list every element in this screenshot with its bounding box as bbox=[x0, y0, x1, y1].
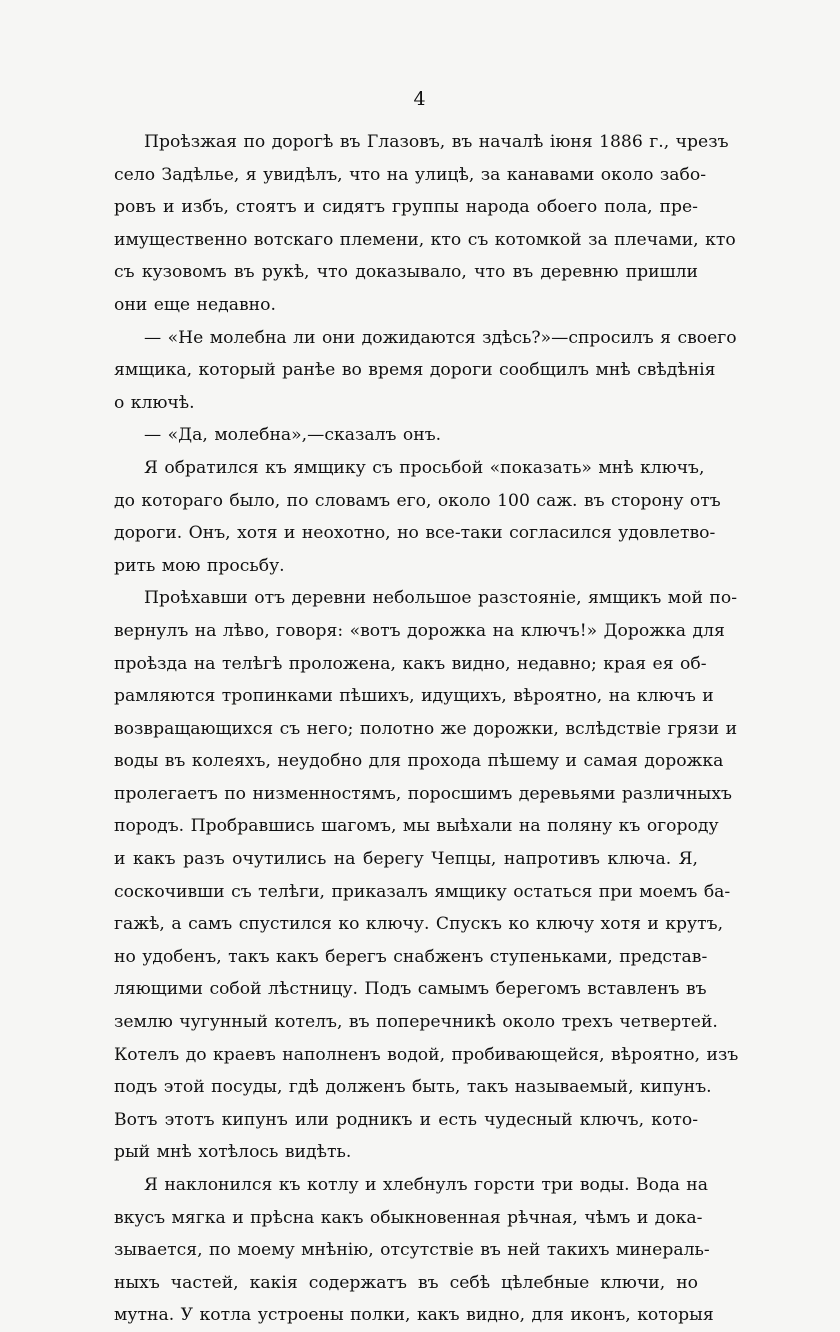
text-line: они еще недавно. bbox=[114, 294, 276, 315]
text-line: ровъ и избъ, стоятъ и сидятъ группы народа обоего пола, пре- bbox=[114, 197, 698, 218]
text-line: ямщика, который ранѣе во время дороги сообщилъ мнѣ свѣдѣнія bbox=[114, 360, 716, 381]
text-line: село Задѣлье, я увидѣлъ, что на улицѣ, за канавами около забо- bbox=[114, 164, 707, 185]
text-line: о ключѣ. bbox=[114, 392, 195, 413]
text-line: мутна. У котла устроены полки, какъ видно, для иконъ, которыя bbox=[114, 1305, 714, 1326]
text-line: рить мою просьбу. bbox=[114, 555, 285, 576]
text-line: землю чугунный котелъ, въ поперечникѣ около трехъ четвертей. bbox=[114, 1012, 718, 1033]
text-line: Проѣзжая по дорогѣ въ Глазовъ, въ началѣ іюня 1886 г., чрезъ bbox=[144, 132, 729, 152]
text-line: до котораго было, по словамъ его, около 100 саж. въ сторону отъ bbox=[114, 490, 721, 511]
text-line: проѣзда на телѣгѣ проложена, какъ видно, недавно; края ея об- bbox=[114, 653, 707, 674]
text-line: ныхъ частей, какія содержатъ въ себѣ цѣлебные ключи, но bbox=[114, 1272, 698, 1293]
text-line: Котелъ до краевъ наполненъ водой, пробивающейся, вѣроятно, изъ bbox=[114, 1044, 739, 1065]
text-line: рамляются тропинками пѣшихъ, идущихъ, вѣроятно, на ключъ и bbox=[114, 686, 714, 707]
text-line: рый мнѣ хотѣлось видѣть. bbox=[114, 1142, 352, 1163]
text-line: Проѣхавши отъ деревни небольшое разстояніе, ямщикъ мой по- bbox=[144, 588, 738, 609]
text-line: соскочивши съ телѣги, приказалъ ямщику остаться при моемъ ба- bbox=[114, 881, 731, 902]
text-line: но удобенъ, такъ какъ берегъ снабженъ ступеньками, представ- bbox=[114, 946, 708, 967]
text-line: съ кузовомъ въ рукѣ, что доказывало, что въ деревню пришли bbox=[114, 262, 698, 283]
text-line: Я обратился къ ямщику съ просьбой «показать» мнѣ ключъ, bbox=[144, 457, 705, 478]
text-line: ляющими собой лѣстницу. Подъ самымъ берегомъ вставленъ въ bbox=[114, 979, 707, 1000]
text-line: Вотъ этотъ кипунъ или родникъ и есть чудесный ключъ, кото- bbox=[114, 1109, 698, 1130]
text-line: вернулъ на лѣво, говоря: «вотъ дорожка на ключъ!» Дорожка для bbox=[114, 620, 725, 641]
body-text bbox=[114, 126, 739, 1332]
text-line: пролегаетъ по низменностямъ, поросшимъ деревьями различныхъ bbox=[114, 783, 732, 804]
text-line: Я наклонился къ котлу и хлебнулъ горсти три воды. Вода на bbox=[144, 1175, 709, 1195]
text-line: зывается, по моему мнѣнію, отсутствіе въ ней такихъ минераль- bbox=[114, 1240, 710, 1261]
text-line: — «Не молебна ли они дожидаются здѣсь?»—спросилъ я своего bbox=[144, 327, 737, 348]
text-line: и какъ разъ очутились на берегу Чепцы, напротивъ ключа. Я, bbox=[114, 849, 698, 870]
page-number: 4 bbox=[413, 88, 427, 110]
text-line: возвращающихся съ него; полотно же дорожки, вслѣдствіе грязи и bbox=[114, 718, 738, 739]
text-line: — «Да, молебна»,—сказалъ онъ. bbox=[144, 425, 442, 446]
text-line: имущественно вотскаго племени, кто съ котомкой за плечами, кто bbox=[114, 229, 736, 250]
text-line: дороги. Онъ, хотя и неохотно, но все-таки согласился удовлетво- bbox=[114, 523, 716, 544]
text-line: воды въ колеяхъ, неудобно для прохода пѣшему и самая дорожка bbox=[114, 751, 724, 772]
text-line: вкусъ мягка и прѣсна какъ обыкновенная рѣчная, чѣмъ и дока- bbox=[114, 1207, 703, 1228]
text-line: породъ. Пробравшись шагомъ, мы выѣхали на поляну къ огороду bbox=[114, 816, 719, 837]
text-line: подъ этой посуды, гдѣ долженъ быть, такъ называемый, кипунъ. bbox=[114, 1077, 712, 1098]
text-line: гажѣ, а самъ спустился ко ключу. Спускъ ко ключу хотя и крутъ, bbox=[114, 914, 724, 935]
